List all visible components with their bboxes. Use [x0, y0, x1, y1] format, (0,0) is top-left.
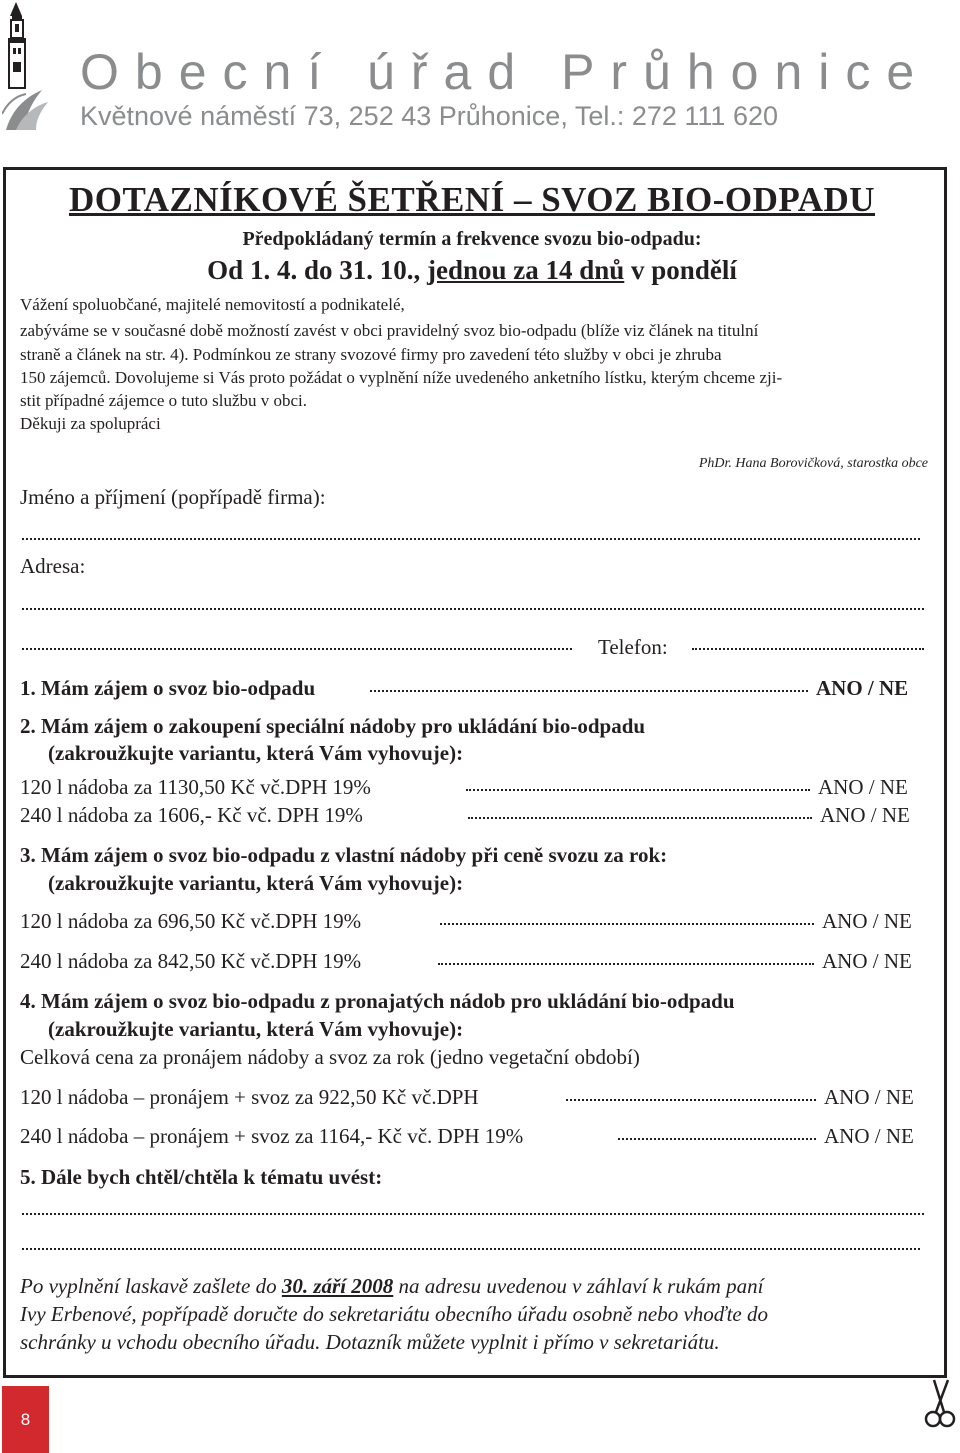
option-2-2: 240 l nádoba za 1606,- Kč vč. DPH 19% [20, 803, 363, 827]
closing-text-b: na adresu uvedenou v záhlaví k rukám paní [398, 1274, 764, 1298]
leader-dots [438, 963, 814, 965]
address-input-line2[interactable] [22, 648, 572, 650]
intro-line: Vážení spoluobčané, majitelé nemovitostí a podnikatelé, [20, 295, 405, 314]
phone-input[interactable] [692, 648, 924, 650]
question-5: 5. Dále bych chtěl/chtěla k tématu uvést: [20, 1165, 383, 1189]
intro-line: zabýváme se v současné době možností zavést v obci pravidelný svoz bio-odpadu (blíže viz článek na titulní [20, 321, 759, 340]
leader-dots [618, 1138, 816, 1140]
leader-dots [566, 1099, 816, 1101]
question-1: 1. Mám zájem o svoz bio-odpadu [20, 676, 316, 700]
dates-prefix: Od 1. 4. do 31. 10., [207, 255, 421, 285]
option-3-2: 240 l nádoba za 842,50 Kč vč.DPH 19% [20, 949, 362, 973]
mayor-signature: PhDr. Hana Borovičková, starostka obce [698, 456, 928, 471]
question-3: 3. Mám zájem o svoz bio-odpadu z vlastní nádoby při ceně svozu za rok: [20, 843, 668, 867]
question-2: 2. Mám zájem o zakoupení speciální nádoby pro ukládání bio-odpadu [20, 714, 646, 738]
answer-yes-no[interactable]: ANO / NE [822, 909, 912, 933]
question-4-note: Celková cena za pronájem nádoby a svoz za rok (jedno vegetační období) [20, 1045, 640, 1069]
castle-tower-logo-icon [2, 2, 50, 130]
leader-dots [466, 789, 810, 791]
option-4-1: 120 l nádoba – pronájem + svoz za 922,50 Kč vč.DPH [20, 1085, 479, 1109]
closing-text-a: Po vyplnění laskavě zašlete do [20, 1274, 277, 1298]
question-4: 4. Mám zájem o svoz bio-odpadu z pronajatých nádob pro ukládání bio-odpadu [20, 989, 735, 1013]
dates-frequency: jednou za 14 dnů [426, 255, 625, 285]
form-title: DOTAZNÍKOVÉ ŠETŘENÍ – SVOZ BIO-ODPADU [68, 180, 876, 219]
address-input[interactable] [22, 608, 924, 610]
answer-yes-no[interactable]: ANO / NE [816, 676, 909, 700]
scissors-icon [922, 1378, 958, 1428]
dates-suffix: v pondělí [631, 255, 737, 285]
leader-dots [370, 690, 808, 692]
answer-yes-no[interactable]: ANO / NE [824, 1085, 914, 1109]
name-input[interactable] [22, 538, 920, 540]
address-label: Adresa: [20, 554, 86, 578]
intro-line: Děkuji za spolupráci [20, 414, 161, 433]
office-name: Obecní úřad Průhonice [80, 44, 931, 100]
answer-yes-no[interactable]: ANO / NE [824, 1124, 914, 1148]
closing-line-3: schránky u vchodu obecního úřadu. Dotazník můžete vyplnit i přímo v sekretariátu. [20, 1330, 720, 1354]
office-address: Květnové náměstí 73, 252 43 Průhonice, Tel.: 272 111 620 [80, 101, 778, 131]
option-4-2: 240 l nádoba – pronájem + svoz za 1164,- Kč vč. DPH 19% [20, 1124, 524, 1148]
intro-line: stit případné zájemce o tuto službu v obci. [20, 391, 308, 410]
leader-dots [440, 923, 814, 925]
answer-yes-no[interactable]: ANO / NE [820, 803, 910, 827]
form-subtitle: Předpokládaný termín a frekvence svozu bio-odpadu: [242, 228, 702, 250]
option-3-1: 120 l nádoba za 696,50 Kč vč.DPH 19% [20, 909, 362, 933]
page-number: 8 [2, 1386, 49, 1453]
question-2-hint: (zakroužkujte variantu, která Vám vyhovuje): [48, 741, 464, 765]
deadline-date: 30. září 2008 [281, 1274, 394, 1298]
question-4-hint: (zakroužkujte variantu, která Vám vyhovuje): [48, 1017, 464, 1041]
name-label: Jméno a příjmení (popřípadě firma): [20, 485, 326, 509]
answer-yes-no[interactable]: ANO / NE [818, 775, 908, 799]
answer-yes-no[interactable]: ANO / NE [822, 949, 912, 973]
comment-input[interactable] [22, 1213, 924, 1215]
question-3-hint: (zakroužkujte variantu, která Vám vyhovuje): [48, 871, 464, 895]
option-2-1: 120 l nádoba za 1130,50 Kč vč.DPH 19% [20, 775, 371, 799]
leader-dots [468, 817, 812, 819]
collection-dates [0, 252, 944, 288]
phone-label: Telefon: [598, 635, 668, 659]
closing-line-1 [20, 1272, 763, 1301]
intro-line: straně a článek na str. 4). Podmínkou ze strany svozové firmy pro zavedení této služby v obci je zhruba [20, 345, 722, 364]
closing-line-2: Ivy Erbenové, popřípadě doručte do sekretariátu obecního úřadu osobně nebo vhoďte do [20, 1302, 768, 1326]
comment-input-line2[interactable] [22, 1248, 920, 1250]
intro-line: 150 zájemců. Dovolujeme si Vás proto požádat o vyplnění níže uvedeného anketního lístku, kterým chceme zji- [20, 368, 783, 387]
